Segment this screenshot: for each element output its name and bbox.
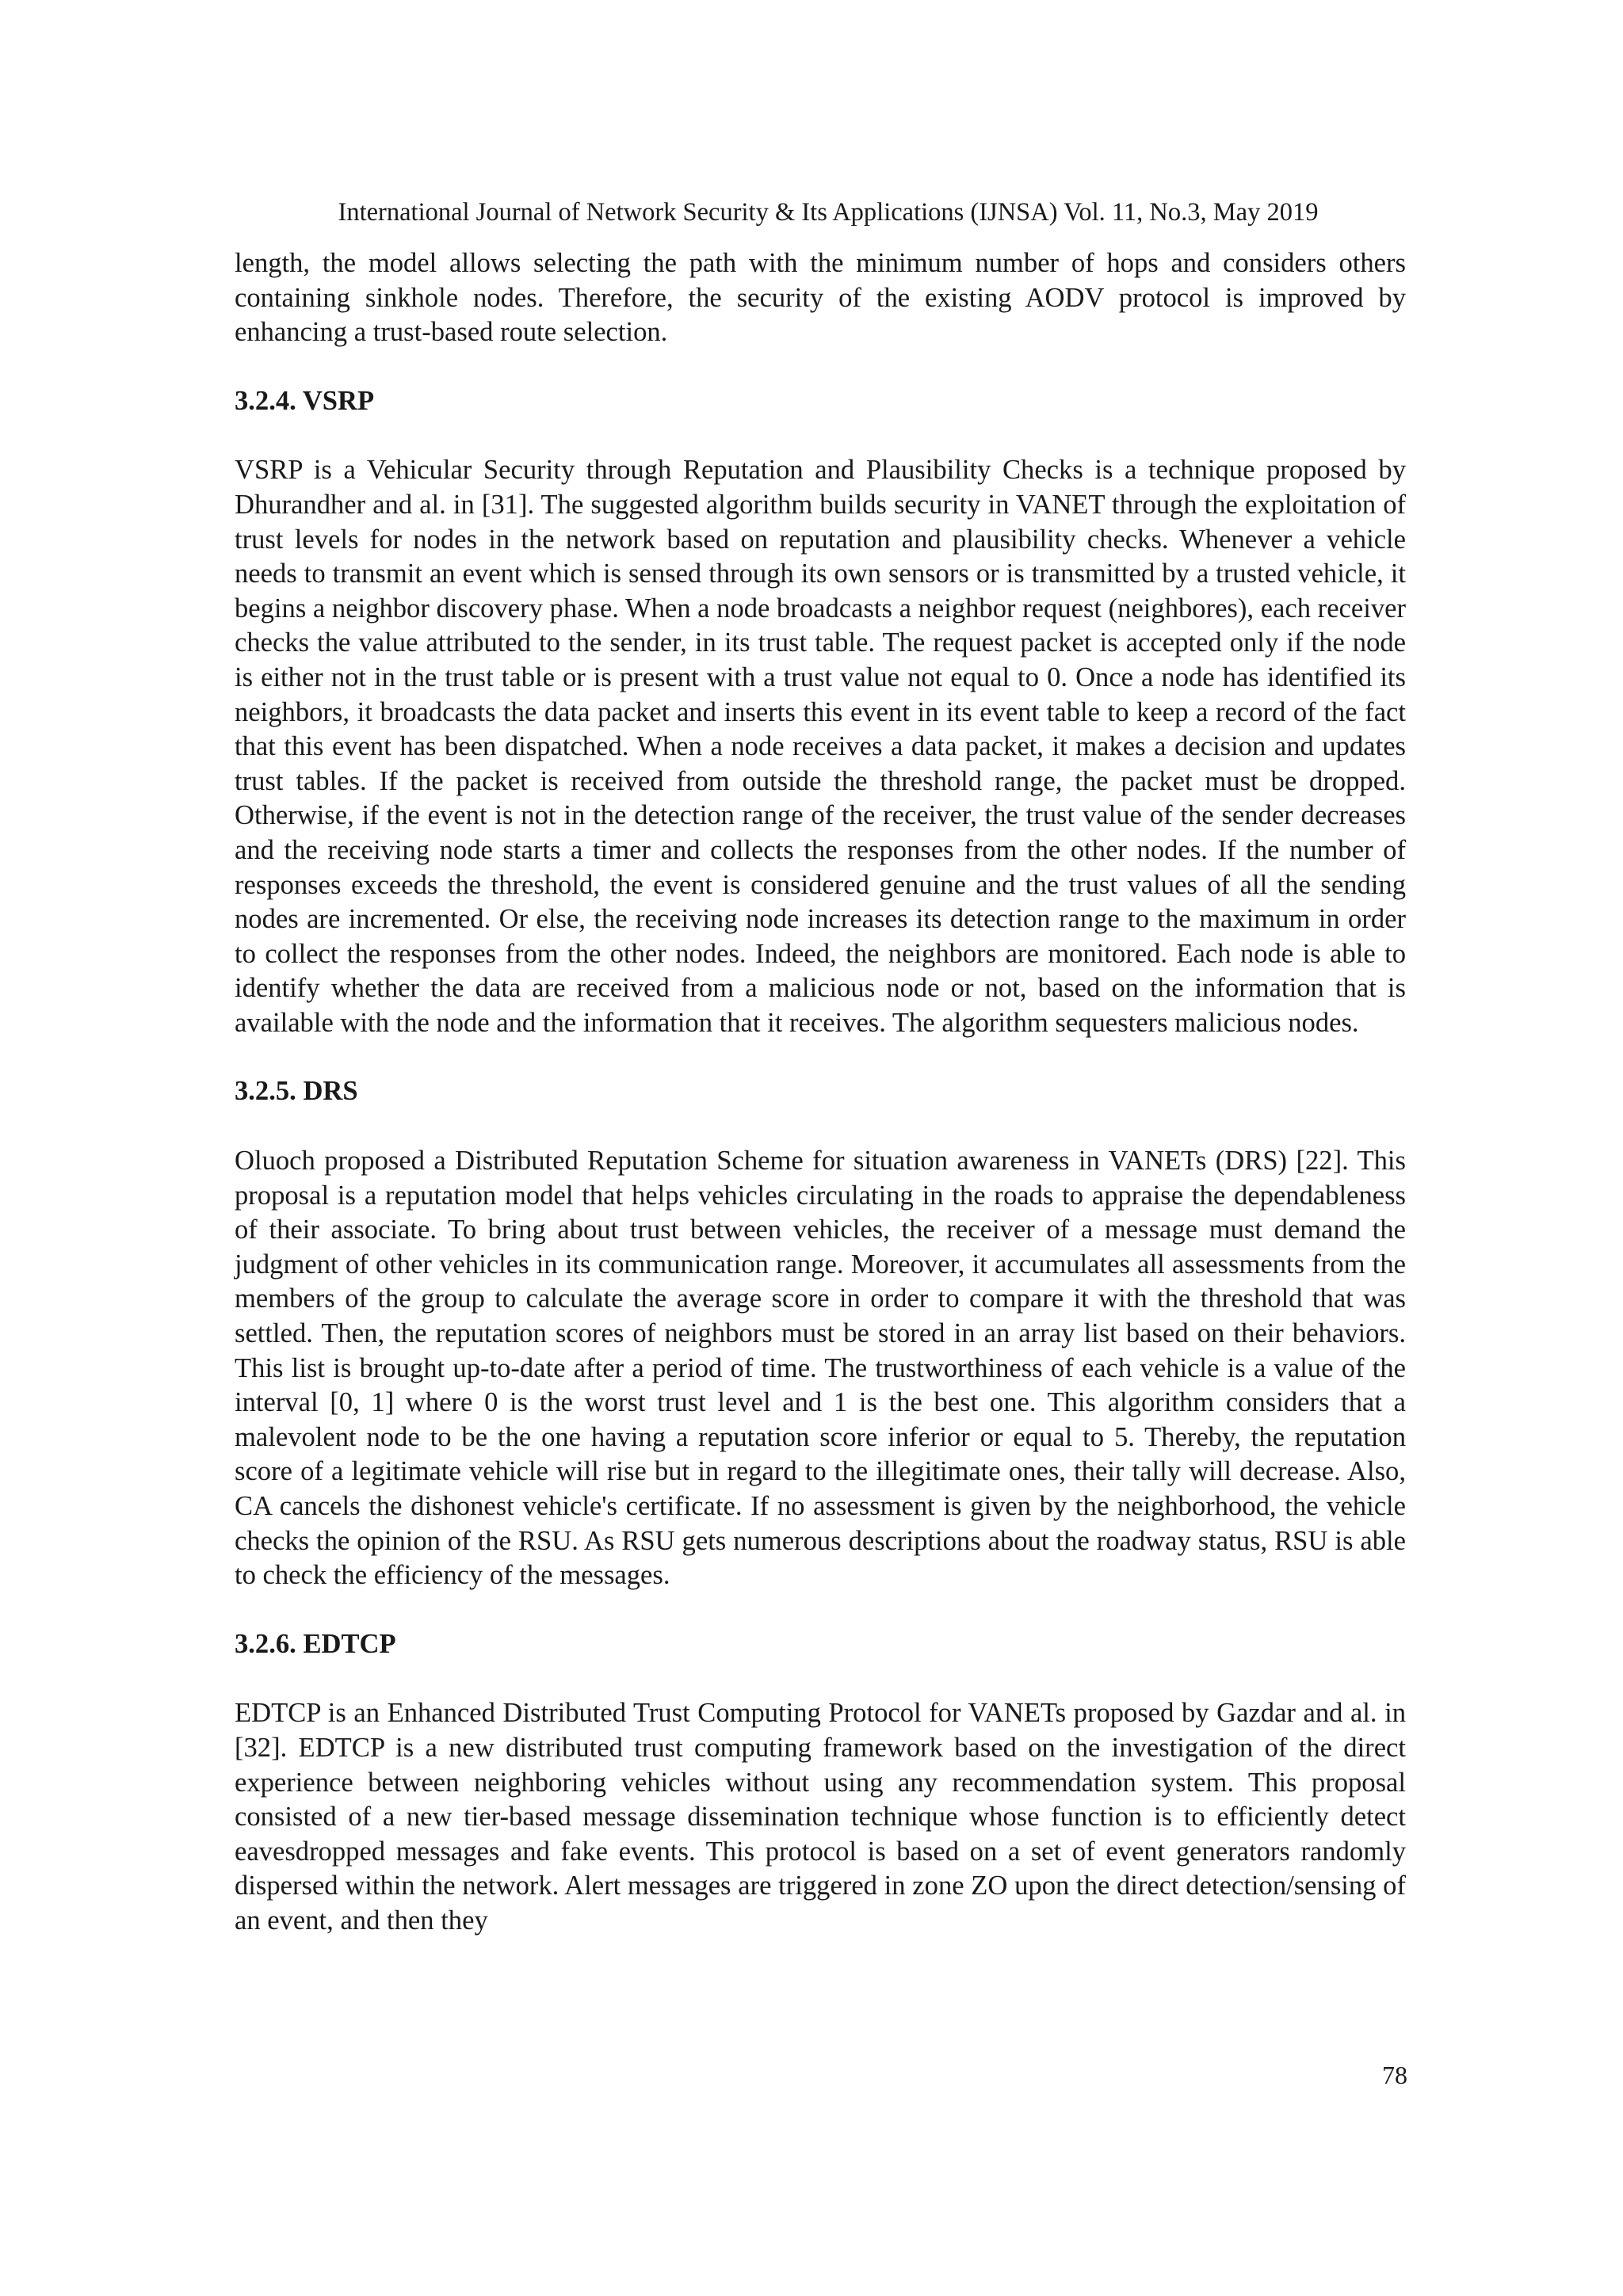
section-heading-vsrp: 3.2.4. VSRP [235,385,375,416]
section-paragraph-edtcp: EDTCP is an Enhanced Distributed Trust Computing Protocol for VANETs proposed by Gazdar and al. in [32]. EDTCP is a new distributed trust computing framework based on the investigation of the direct experience between neighboring vehicles without using any recommendation system. This proposal consisted of a new tier-based message dissemination technique whose function is to efficiently detect eavesdropped messages and fake events. This protocol is based on a set of event generators randomly dispersed within the network. Alert messages are triggered in zone ZO upon the direct detection/sensing of an event, and then they [235,1698,1406,1936]
page-number: 78 [1382,2061,1407,2089]
section-heading-drs: 3.2.5. DRS [235,1076,358,1107]
section-paragraph-vsrp: VSRP is a Vehicular Security through Reputation and Plausibility Checks is a technique proposed by Dhurandher and al. in [31]. The suggested algorithm builds security in VANET through the exploitation of trust levels for nodes in the network based on reputation and plausibility checks. Whenever a vehicle needs to transmit an event which is sensed through its own sensors or is transmitted by a trusted vehicle, it begins a neighbor discovery phase. When a node broadcasts a neighbor request (neighbores), each receiver checks the value attributed to the sender, in its trust table. The request packet is accepted only if the node is either not in the trust table or is present with a trust value not equal to 0. Once a node has identified its neighbors, it broadcasts the data packet and inserts this event in its event table to keep a record of the fact that this event has been dispatched. When a node receives a data packet, it makes a decision and updates trust tables. If the packet is received from outside the threshold range, the packet must be dropped. Otherwise, if the event is not in the detection range of the receiver, the trust value of the sender decreases and the receiving node starts a timer and collects the responses from the other nodes. If the number of responses exceeds the threshold, the event is considered genuine and the trust values of all the sending nodes are incremented. Or else, the receiving node increases its detection range to the maximum in order to collect the responses from the other nodes. Indeed, the neighbors are monitored. Each node is able to identify whether the data are received from a malicious node or not, based on the information that is available with the node and the information that it receives. The algorithm sequesters malicious nodes. [235,455,1406,1038]
intro-paragraph: length, the model allows selecting the path with the minimum number of hops and considers others containing sinkhole nodes. Therefore, the security of the existing AODV protocol is improved by enhancing a trust-based route selection. [235,248,1406,348]
body-text [235,246,1406,1939]
running-header: International Journal of Network Security & Its Applications (IJNSA) Vol. 11, No.3, May 2019 [338,198,1319,227]
section-paragraph-drs: Oluoch proposed a Distributed Reputation Scheme for situation awareness in VANETs (DRS) [22]. This proposal is a reputation model that helps vehicles circulating in the roads to appraise the dependableness of their associate. To bring about trust between vehicles, the receiver of a message must demand the judgment of other vehicles in its communication range. Moreover, it accumulates all assessments from the members of the group to calculate the average score in order to compare it with the threshold that was settled. Then, the reputation scores of neighbors must be stored in an array list based on their behaviors. This list is brought up-to-date after a period of time. The trustworthiness of each vehicle is a value of the interval [0, 1] where 0 is the worst trust level and 1 is the best one. This algorithm considers that a malevolent node to be the one having a reputation score inferior or equal to 5. Thereby, the reputation score of a legitimate vehicle will rise but in regard to the illegitimate ones, their tally will decrease. Also, CA cancels the dishonest vehicle's certificate. If no assessment is given by the neighborhood, the vehicle checks the opinion of the RSU. As RSU gets numerous descriptions about the roadway status, RSU is able to check the efficiency of the messages. [235,1146,1406,1591]
section-heading-edtcp: 3.2.6. EDTCP [235,1628,396,1659]
